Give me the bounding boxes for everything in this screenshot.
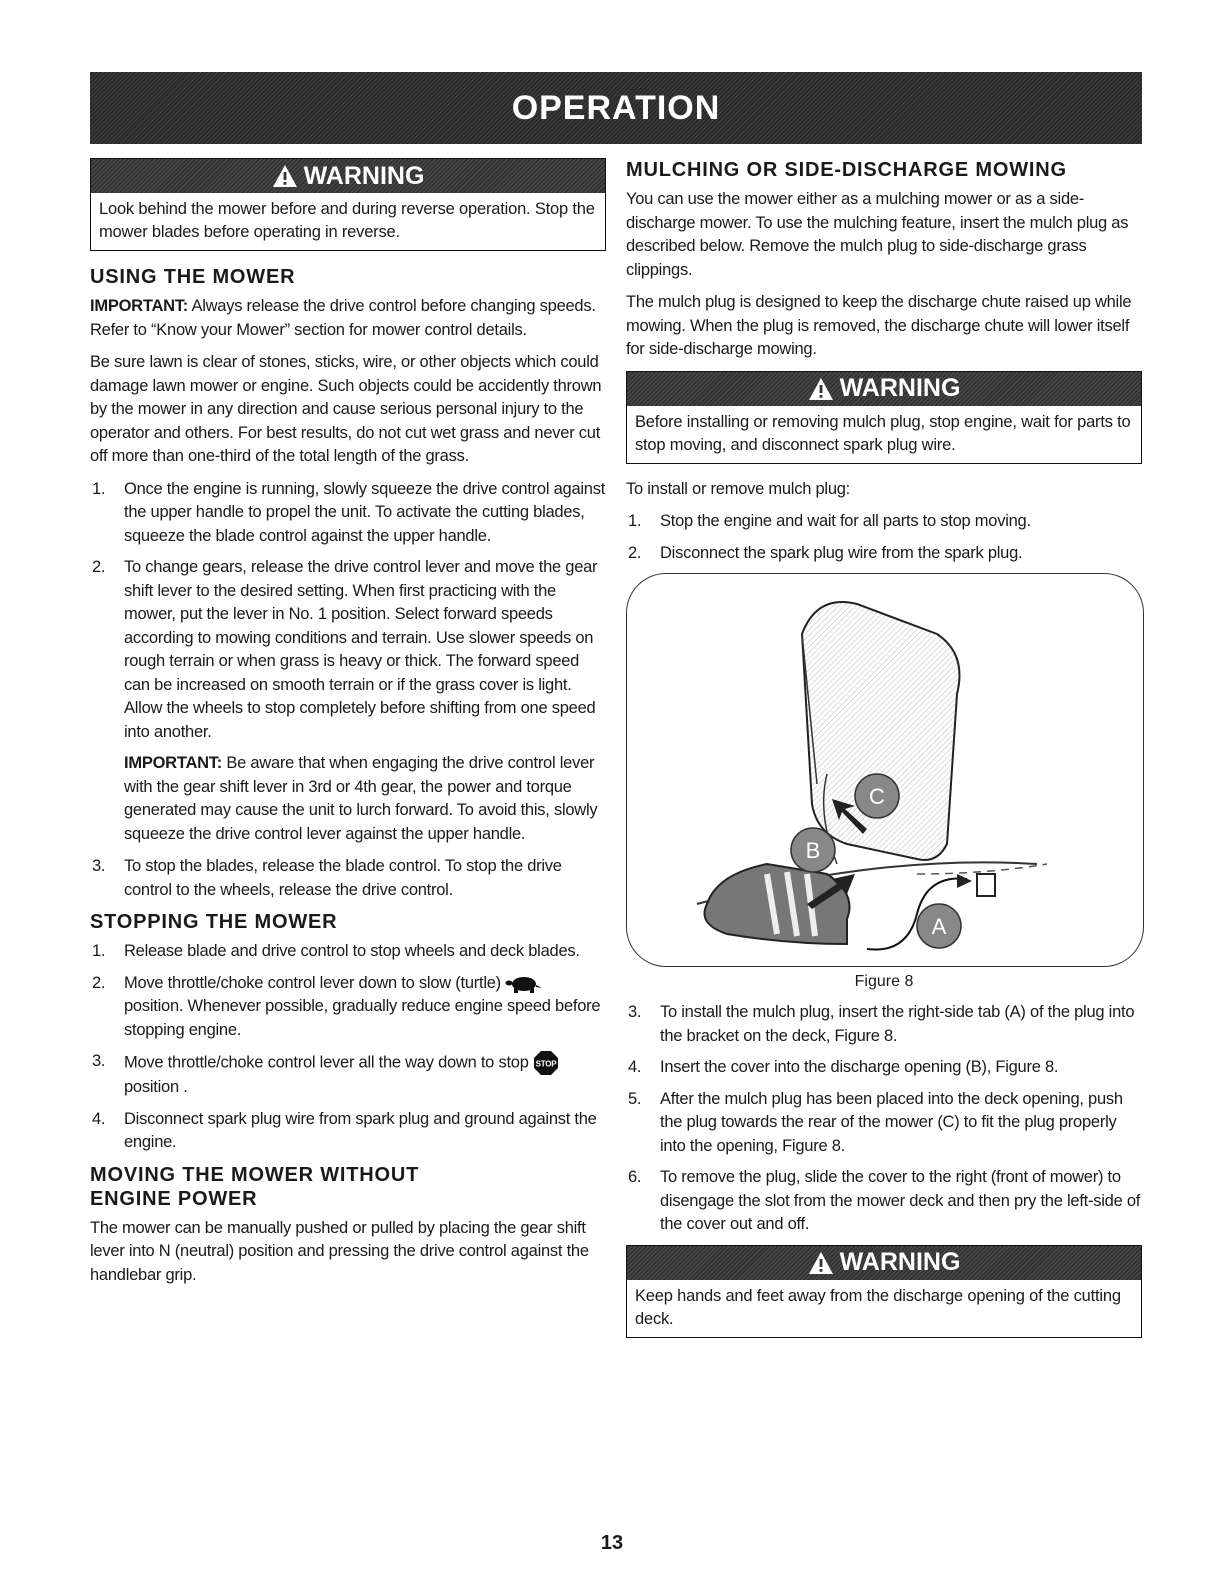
step-number: 4. [92,1109,106,1128]
warning-label: WARNING [303,161,425,190]
heading-stopping-the-mower: STOPPING THE MOWER [90,911,338,933]
list-item [90,940,606,964]
warning-box-mulch-plug [626,371,1142,464]
mulch-steps-b [626,1001,1142,1237]
step-number: 2. [628,543,642,562]
step-text: To remove the plug, slide the cover to the right (front of mower) to disengage the slot from the mower deck and then pry the left-side of the cover out and off. [660,1168,1141,1233]
step-number: 3. [92,857,106,875]
warning-triangle-icon [808,377,834,401]
important-label: IMPORTANT: [90,297,189,315]
warning-label: WARNING [839,1248,961,1276]
heading-moving-the-mower [90,1163,606,1211]
list-item [90,478,606,549]
stopping-steps [90,940,606,1155]
heading-using-the-mower: USING THE MOWER [90,266,296,288]
step-text: Move throttle/choke control lever down to slow (turtle) [124,973,506,992]
mulch-plug-illustration [627,574,1143,966]
using-paragraph: Be sure lawn is clear of stones, sticks, wire, or other objects which could damage lawn mower or engine. Such objects could be accidently thrown by the mower in any direction and cause serious personal injury to the operator and others. For best results, do not cut wet grass and never cut off more than one-third of the total length of the grass. [90,353,602,465]
warning-text: Look behind the mower before and during reverse operation. Stop the mower blades before operating in reverse. [99,200,595,241]
right-column [626,158,1142,1352]
warning-triangle-icon [808,1251,834,1275]
warning-label: WARNING [839,374,961,402]
list-item [626,1166,1142,1237]
mulch-intro: To install or remove mulch plug: [626,479,851,498]
step-text: To change gears, release the drive control lever and move the gear shift lever to the desired setting. When first practicing with the mower, put the lever in No. 1 position. Select forward speeds according to mowing conditions and terrain. Use slower speeds on rough terrain or when grass is heavy or thick. The forward speed can be increased on smooth terrain or if the grass cover is light. Allow the wheels to stop completely before shifting from one speed into another. [124,558,598,741]
step-number: 6. [628,1168,642,1186]
using-steps [90,478,606,903]
section-title: OPERATION [511,88,721,127]
mulching-paragraph-2: The mulch plug is designed to keep the discharge chute raised up while mowing. When the plug is removed, the discharge chute will lower itself for side-discharge mowing. [626,293,1132,358]
heading-line: ENGINE POWER [90,1187,258,1210]
heading-line: MOVING THE MOWER WITHOUT [90,1163,420,1186]
step-text: position . [124,1078,188,1096]
list-item [626,510,1142,534]
step-number: 1. [92,942,106,960]
step-text: Stop the engine and wait for all parts to stop moving. [660,512,1031,530]
figure-label-b: B [805,838,821,863]
warning-text: Before installing or removing mulch plug, stop engine, wait for parts to stop moving, and disconnect spark plug wire. [635,412,1131,454]
figure-label-c: C [869,784,885,809]
figure-8 [626,573,1144,967]
step-text: To install the mulch plug, insert the right-side tab (A) of the plug into the bracket on the deck, Figure 8. [660,1003,1135,1045]
step-text: After the mulch plug has been placed into the deck opening, push the plug towards the rear of the mower (C) to fit the plug properly into the opening, Figure 8. [660,1089,1123,1155]
important-note-gears [124,752,606,846]
list-item [90,855,606,902]
stop-sign-text: STOP [535,1059,557,1069]
warning-header [627,372,1141,406]
mulch-steps-a [626,510,1142,565]
list-item [90,556,606,846]
stop-sign-icon [533,1050,559,1076]
step-text: Disconnect the spark plug wire from the spark plug. [660,543,1023,562]
step-text: Move throttle/choke control lever all the way down to stop [124,1053,533,1072]
left-column [90,158,606,1296]
warning-header [91,159,605,193]
warning-box-discharge [626,1245,1142,1338]
list-item [626,542,1142,566]
warning-triangle-icon [272,164,298,188]
step-text: position. Whenever possible, gradually reduce engine speed before stopping engine. [124,997,601,1039]
list-item [626,1001,1142,1048]
section-banner [90,72,1142,144]
step-number: 4. [628,1058,642,1076]
heading-mulching: MULCHING OR SIDE-DISCHARGE MOWING [626,159,1067,181]
step-text: Disconnect spark plug wire from spark plug and ground against the engine. [124,1109,597,1151]
page-number: 13 [600,1532,624,1554]
list-item [626,1056,1142,1080]
moving-paragraph: The mower can be manually pushed or pulled by placing the gear shift lever into N (neutral) position and pressing the drive control against the handlebar grip. [90,1218,589,1284]
step-number: 2. [92,558,106,576]
step-number: 3. [92,1052,106,1070]
list-item [626,1088,1142,1159]
list-item [90,1108,606,1155]
important-note [90,295,606,342]
important-text: Always release the drive control before changing speeds. Refer to “Know your Mower” section for mower control details. [90,297,596,339]
warning-header [627,1246,1141,1280]
mulching-paragraph-1: You can use the mower either as a mulching mower or as a side-discharge mower. To use the mulching feature, insert the mulch plug as described below. Remove the mulch plug to side-discharge grass clippings. [626,190,1129,279]
warning-text: Keep hands and feet away from the discharge opening of the cutting deck. [635,1286,1121,1328]
step-number: 5. [628,1089,642,1108]
list-item [90,972,606,1043]
step-text: Once the engine is running, slowly squeeze the drive control against the upper handle to propel the unit. To activate the cutting blades, squeeze the blade control against the upper handle. [124,479,606,545]
figure-label-a: A [931,914,947,939]
step-number: 1. [92,479,106,498]
turtle-icon [505,973,543,993]
list-item [90,1050,606,1100]
figure-caption: Figure 8 [854,973,914,990]
step-number: 2. [92,973,106,992]
step-text: Insert the cover into the discharge opening (B), Figure 8. [660,1058,1059,1076]
step-number: 1. [628,512,642,530]
step-number: 3. [628,1003,642,1021]
important-label: IMPORTANT: [124,754,223,772]
step-text: To stop the blades, release the blade control. To stop the drive control to the wheels, release the drive control. [124,857,562,899]
warning-box-reverse [90,158,606,251]
important-text: Be aware that when engaging the drive control lever with the gear shift lever in 3rd or 4th gear, the power and torque generated may cause the unit to lurch forward. To avoid this, slowly squeeze the drive control lever against the upper handle. [124,754,598,843]
step-text: Release blade and drive control to stop wheels and deck blades. [124,942,580,960]
